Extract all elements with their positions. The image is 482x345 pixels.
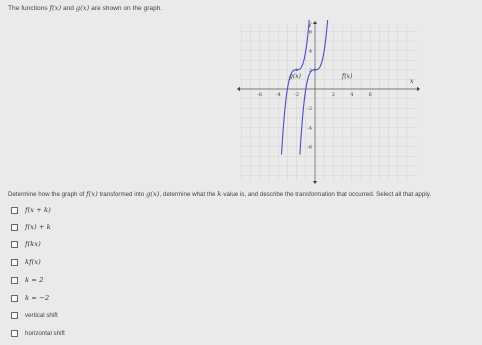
- f-curve-point: [314, 69, 316, 71]
- x-tick-label: 2: [331, 92, 335, 98]
- option-label: k = −2: [25, 294, 50, 302]
- y-axis-label: y: [308, 21, 312, 28]
- checkbox[interactable]: [11, 207, 18, 214]
- option-vertical-shift[interactable]: [11, 309, 58, 321]
- g-curve-label: g(x): [289, 73, 301, 80]
- graph-grid: [240, 24, 417, 181]
- y-tick-label: 2: [308, 67, 312, 74]
- checkbox[interactable]: [11, 241, 18, 248]
- option-label: vertical shift: [25, 311, 58, 319]
- x-tick-label: 4: [350, 92, 354, 98]
- question-k-label: k: [217, 190, 222, 198]
- checkbox[interactable]: [11, 277, 18, 284]
- checkbox[interactable]: [11, 312, 18, 319]
- g-curve: [282, 20, 310, 154]
- y-tick-label: -2: [307, 106, 312, 113]
- checkbox[interactable]: [11, 330, 18, 337]
- y-tick-label: -4: [307, 125, 312, 132]
- x-axis-label: x: [410, 78, 414, 85]
- option-f-kx[interactable]: [11, 238, 41, 250]
- option-k-equals-2[interactable]: [11, 274, 43, 286]
- x-tick-label: -2: [294, 92, 300, 98]
- option-label: f(x + k): [25, 206, 51, 214]
- x-axis-arrow-right: [417, 87, 420, 91]
- question-text-4: -value is, and describe the transformation that occurred. Select all that apply.: [221, 191, 432, 198]
- y-axis-arrow-down: [313, 181, 317, 184]
- option-f-x-plus-k-outside[interactable]: [11, 221, 51, 233]
- question-text-2: transformed into: [99, 191, 145, 198]
- option-label: horizontal shift: [25, 329, 65, 337]
- intro-text-1: The functions: [8, 5, 48, 12]
- g-curve-point: [295, 69, 297, 71]
- intro-text-2: are shown on the graph.: [91, 5, 163, 12]
- x-tick-label: -4: [275, 92, 281, 98]
- problem-intro: [8, 4, 162, 12]
- graph-axes: [237, 21, 420, 184]
- f-curve-label: f(x): [342, 73, 353, 80]
- x-axis-arrow-left: [237, 87, 240, 91]
- question-f-label: f(x): [86, 190, 98, 198]
- y-tick-label: -6: [307, 144, 312, 151]
- question-g-label: g(x): [145, 190, 160, 198]
- f-curve: [300, 20, 328, 154]
- option-label: f(x) + k: [25, 223, 51, 231]
- x-tick-label: -6: [257, 92, 263, 98]
- question-text: [8, 190, 431, 198]
- y-tick-label: 6: [308, 29, 312, 36]
- intro-and-text: and: [62, 5, 74, 12]
- x-tick-label: 6: [368, 92, 372, 98]
- graph-curves: [282, 20, 328, 154]
- checkbox[interactable]: [11, 224, 18, 231]
- option-label: f(kx): [25, 240, 41, 248]
- question-text-1: Determine how the graph of: [8, 191, 85, 198]
- option-horizontal-shift[interactable]: [11, 327, 65, 339]
- question-text-3: , determine what the: [159, 191, 216, 198]
- checkbox[interactable]: [11, 259, 18, 266]
- intro-g-label: g(x): [75, 4, 90, 12]
- y-tick-label: 4: [308, 48, 312, 55]
- option-k-f-x[interactable]: [11, 256, 41, 268]
- option-label: kf(x): [25, 258, 41, 266]
- option-k-equals-neg-2[interactable]: [11, 292, 49, 304]
- tick-labels: [257, 29, 371, 150]
- intro-f-label: f(x): [49, 4, 62, 12]
- option-label: k = 2: [25, 276, 44, 284]
- function-graph: [236, 20, 420, 184]
- option-f-x-plus-k[interactable]: [11, 204, 51, 216]
- y-axis-arrow-up: [313, 21, 317, 24]
- checkbox[interactable]: [11, 295, 18, 302]
